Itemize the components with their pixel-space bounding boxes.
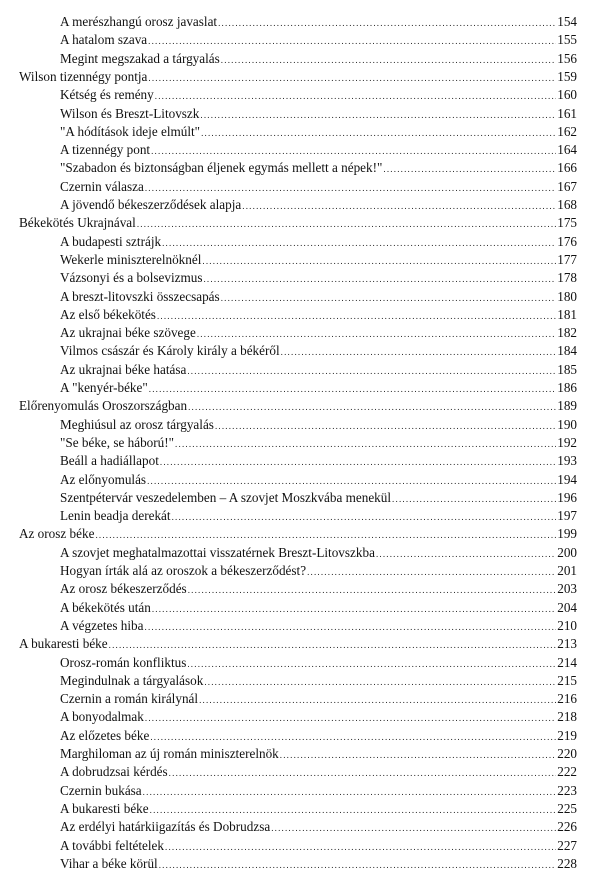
page-number: 213 xyxy=(557,636,577,652)
entry-title: Szentpétervár veszedelemben – A szovjet Moszkvába menekül xyxy=(60,489,392,505)
toc-section-entry xyxy=(60,763,577,781)
dot-leader xyxy=(137,215,556,233)
toc-section-entry xyxy=(60,50,577,68)
toc-section-entry xyxy=(60,800,577,818)
toc-section-entry xyxy=(60,672,577,690)
page-number: 223 xyxy=(557,782,577,798)
toc-section-entry xyxy=(60,544,577,562)
dot-leader xyxy=(109,636,557,654)
dot-leader xyxy=(200,106,556,124)
dot-leader xyxy=(201,124,556,142)
entry-title: Wekerle miniszterelnöknél xyxy=(60,251,202,267)
page-number: 228 xyxy=(557,855,577,871)
toc-section-entry xyxy=(60,324,577,342)
page-number: 214 xyxy=(557,654,577,670)
entry-title: Békekötés Ukrajnával xyxy=(19,215,136,231)
dot-leader xyxy=(392,490,556,508)
dot-leader xyxy=(204,673,556,691)
dot-leader xyxy=(149,380,556,398)
entry-title: A bukaresti béke xyxy=(19,636,108,652)
dot-leader xyxy=(215,417,556,435)
toc-section-entry xyxy=(60,416,577,434)
toc-section-entry xyxy=(60,507,577,525)
dot-leader xyxy=(203,270,556,288)
toc-section-entry xyxy=(60,123,577,141)
entry-title: Hogyan írták alá az oroszok a békeszerződést? xyxy=(60,563,307,578)
dot-leader xyxy=(145,179,556,197)
entry-title: Marghiloman az új román miniszterelnök xyxy=(60,746,279,761)
toc-section-entry xyxy=(60,599,577,617)
toc-section-entry xyxy=(60,342,577,360)
entry-title: A "kenyér-béke" xyxy=(60,380,148,395)
toc-section-entry xyxy=(60,105,577,123)
entry-title: Vázsonyi és a bolsevizmus xyxy=(60,270,203,286)
toc-section-entry xyxy=(60,690,577,708)
toc-section-entry xyxy=(60,562,577,580)
toc-section-entry xyxy=(60,178,577,196)
entry-title: Lenin beadja derekát xyxy=(60,508,171,524)
page-number: 182 xyxy=(557,325,577,341)
page-number: 175 xyxy=(557,215,577,231)
entry-title: A jövendő békeszerződések alapja xyxy=(60,197,242,212)
toc-section-entry xyxy=(60,141,577,159)
page-number: 218 xyxy=(557,709,577,725)
dot-leader xyxy=(280,746,556,764)
toc-section-entry xyxy=(60,306,577,324)
toc-section-entry xyxy=(60,727,577,745)
dot-leader xyxy=(307,563,556,581)
page-number: 194 xyxy=(557,471,577,487)
entry-title: Az előnyomulás xyxy=(60,471,147,487)
dot-leader xyxy=(148,69,556,87)
toc-section-entry xyxy=(60,159,577,177)
page-number: 185 xyxy=(557,361,577,377)
entry-title: Az orosz békeszerződés xyxy=(60,581,187,597)
dot-leader xyxy=(143,783,557,801)
dot-leader xyxy=(145,709,556,727)
page-number: 210 xyxy=(557,617,577,633)
toc-chapter-entry xyxy=(19,635,577,653)
dot-leader xyxy=(150,801,557,819)
page-number: 200 xyxy=(557,544,577,560)
toc-section-entry xyxy=(60,489,577,507)
entry-title: A békekötés után xyxy=(60,599,151,615)
entry-title: A dobrudzsai kérdés xyxy=(60,764,168,780)
page-number: 203 xyxy=(557,581,577,597)
page-number: 216 xyxy=(557,691,577,707)
page-number: 222 xyxy=(557,764,577,780)
dot-leader xyxy=(221,51,556,69)
entry-title: A breszt-litovszki összecsapás xyxy=(60,288,220,304)
page-number: 167 xyxy=(557,178,577,194)
entry-title: Wilson tizennégy pontja xyxy=(19,68,148,84)
toc-section-entry xyxy=(60,708,577,726)
toc-section-entry xyxy=(60,379,577,397)
dot-leader xyxy=(145,618,557,636)
dot-leader xyxy=(187,362,556,380)
entry-title: Előrenyomulás Oroszországban xyxy=(19,398,188,414)
entry-title: Czernin bukása xyxy=(60,782,142,798)
page-number: 162 xyxy=(557,123,577,139)
toc-section-entry xyxy=(60,434,577,452)
entry-title: "A hódítások ideje elmúlt" xyxy=(60,123,201,139)
dot-leader xyxy=(172,508,557,526)
dot-leader xyxy=(151,142,556,160)
page-number: 204 xyxy=(557,599,577,615)
page-number: 180 xyxy=(557,288,577,304)
page-number: 166 xyxy=(557,160,577,176)
toc-section-entry xyxy=(60,86,577,104)
page-number: 227 xyxy=(557,837,577,853)
dot-leader xyxy=(376,545,556,563)
dot-leader xyxy=(271,819,556,837)
dot-leader xyxy=(281,343,557,361)
entry-title: Az ukrajnai béke hatása xyxy=(60,361,187,377)
page-number: 193 xyxy=(557,453,577,469)
toc-chapter-entry xyxy=(19,525,577,543)
entry-title: Az ukrajnai béke szövege xyxy=(60,325,196,341)
entry-title: Beáll a hadiállapot xyxy=(60,453,159,469)
dot-leader xyxy=(155,87,556,105)
page-number: 178 xyxy=(557,270,577,286)
toc-section-entry xyxy=(60,837,577,855)
page-number: 164 xyxy=(557,142,577,158)
dot-leader xyxy=(221,289,557,307)
toc-section-entry xyxy=(60,361,577,379)
toc-section-entry xyxy=(60,31,577,49)
toc-chapter-entry xyxy=(19,397,577,415)
page-number: 186 xyxy=(557,380,577,395)
page-number: 156 xyxy=(557,50,577,66)
entry-title: Az első békekötés xyxy=(60,306,156,322)
page-number: 215 xyxy=(557,672,577,688)
entry-title: Wilson és Breszt-Litovszk xyxy=(60,105,200,121)
dot-leader xyxy=(197,325,556,343)
dot-leader xyxy=(150,728,556,746)
entry-title: Vihar a béke körül xyxy=(60,855,158,871)
toc-section-entry xyxy=(60,654,577,672)
entry-title: A bukaresti béke xyxy=(60,800,149,816)
page-number: 181 xyxy=(557,306,577,322)
entry-title: Orosz-román konfliktus xyxy=(60,654,187,670)
toc-section-entry xyxy=(60,617,577,635)
dot-leader xyxy=(188,581,557,599)
entry-title: Meghiúsul az orosz tárgyalás xyxy=(60,416,214,432)
dot-leader xyxy=(162,234,556,252)
page-number: 201 xyxy=(557,563,577,578)
entry-title: A budapesti sztrájk xyxy=(60,233,162,249)
dot-leader xyxy=(165,838,556,856)
entry-title: Az orosz béke xyxy=(19,526,95,542)
dot-leader xyxy=(169,764,557,782)
entry-title: A további feltételek xyxy=(60,837,164,853)
dot-leader xyxy=(202,252,556,270)
page-number: 155 xyxy=(557,32,577,48)
page-number: 197 xyxy=(557,508,577,524)
entry-title: A szovjet meghatalmazottai visszatérnek Breszt-Litovszkba xyxy=(60,544,375,560)
toc-section-entry xyxy=(60,855,577,873)
dot-leader xyxy=(383,160,556,178)
dot-leader xyxy=(242,197,556,215)
toc-section-entry xyxy=(60,745,577,763)
entry-title: "Se béke, se háború!" xyxy=(60,434,175,450)
page-number: 184 xyxy=(557,343,577,359)
page-number: 196 xyxy=(557,489,577,505)
dot-leader xyxy=(188,398,556,416)
page-number: 160 xyxy=(557,87,577,103)
dot-leader xyxy=(152,600,556,618)
toc-section-entry xyxy=(60,471,577,489)
dot-leader xyxy=(160,453,556,471)
entry-title: Kétség és remény xyxy=(60,87,154,103)
page-number: 159 xyxy=(557,68,577,84)
page-number: 161 xyxy=(557,105,577,121)
page-number: 226 xyxy=(557,819,577,835)
entry-title: Az előzetes béke xyxy=(60,727,150,743)
entry-title: Czernin válasza xyxy=(60,178,144,194)
page-number: 176 xyxy=(557,233,577,249)
toc-section-entry xyxy=(60,269,577,287)
entry-title: A tizennégy pont xyxy=(60,142,151,158)
dot-leader xyxy=(159,856,557,874)
page-number: 177 xyxy=(557,251,577,267)
entry-title: Megindulnak a tárgyalások xyxy=(60,672,204,688)
entry-title: Czernin a román királynál xyxy=(60,691,199,707)
toc-section-entry xyxy=(60,818,577,836)
dot-leader xyxy=(175,435,556,453)
page-number: 225 xyxy=(557,800,577,816)
toc-chapter-entry xyxy=(19,214,577,232)
entry-title: Vilmos császár és Károly király a békéről xyxy=(60,343,280,359)
toc-section-entry xyxy=(60,233,577,251)
page-number: 154 xyxy=(557,14,577,29)
dot-leader xyxy=(95,526,556,544)
toc-section-entry xyxy=(60,452,577,470)
page-number: 220 xyxy=(557,746,577,761)
page-number: 192 xyxy=(557,434,577,450)
page-number: 168 xyxy=(557,197,577,212)
toc-section-entry xyxy=(60,13,577,31)
entry-title: Az erdélyi határkiigazítás és Dobrudzsa xyxy=(60,819,271,835)
dot-leader xyxy=(199,691,556,709)
toc-section-entry xyxy=(60,251,577,269)
entry-title: A bonyodalmak xyxy=(60,709,144,725)
page-number: 199 xyxy=(557,526,577,542)
dot-leader xyxy=(148,32,556,50)
entry-title: A végzetes hiba xyxy=(60,617,144,633)
toc-section-entry xyxy=(60,288,577,306)
toc-chapter-entry xyxy=(19,68,577,86)
dot-leader xyxy=(157,307,556,325)
dot-leader xyxy=(187,655,556,673)
dot-leader xyxy=(147,472,556,490)
page-number: 190 xyxy=(557,416,577,432)
page-number: 189 xyxy=(557,398,577,414)
entry-title: A hatalom szava xyxy=(60,32,148,48)
page-number: 219 xyxy=(557,727,577,743)
toc-section-entry xyxy=(60,782,577,800)
entry-title: "Szabadon és biztonságban éljenek egymás mellett a népek!" xyxy=(60,160,383,176)
toc-section-entry xyxy=(60,580,577,598)
dot-leader xyxy=(218,14,556,32)
entry-title: Megint megszakad a tárgyalás xyxy=(60,50,220,66)
entry-title: A merészhangú orosz javaslat xyxy=(60,14,218,29)
toc-section-entry xyxy=(60,196,577,214)
